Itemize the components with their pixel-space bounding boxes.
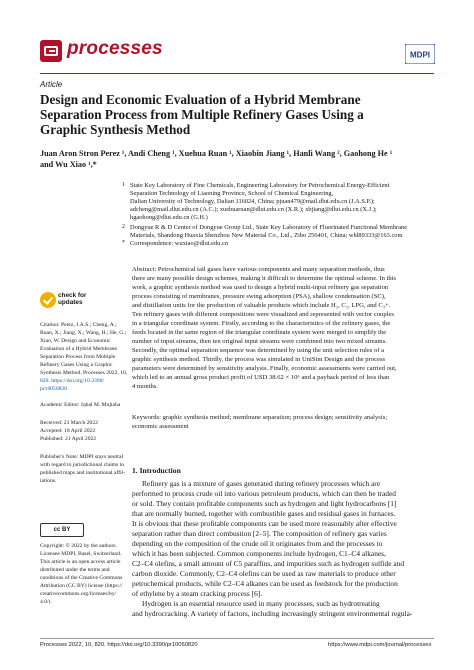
license-line[interactable]: creativecommons.org/licenses/by/ [40,591,117,597]
body-line: and hydrocracking. A variety of factors, including increasingly stringent environmental regula- [132,609,413,618]
affiliation-line: Separation Technology of Liaoning Province, School of Chemical Engineering, [130,190,334,197]
citation-line: Separation Process from Multiple [40,354,116,360]
published-date: Published: 21 April 2022 [40,436,97,442]
check-for-updates-icon[interactable] [40,292,56,308]
body-line: or sold. They contain profitable components such as hydrogen and light hydrocarbons [1] [132,499,397,508]
abstract-line: work, a graphic synthesis method was used to design a hybrid multi-input refinery gas separation [132,284,389,291]
publisher-note-line: with regard to jurisdictional claims in [40,462,125,468]
body-line: C2–C4 olefins, a small amount of C5 paraffins, and impurities such as hydrogen sulfide and [132,559,405,568]
license-line: This article is an open access article [40,559,121,565]
abstract-line: in a triangular coordinate system. Firstly, according to the characteristics of the refinery gases, the [132,320,391,327]
abstract-line: Secondly, the optimal separation sequence was determined by using the unit selection rules of a [132,347,385,354]
abstract-line: number of input streams, then ten original input streams were combined into two mixed streams. [132,338,387,345]
abstract-line: Abstract: Petrochemical tail gases have various components and many separation methods, thus [132,266,385,273]
header-divider [40,73,434,74]
body-line: Hydrogen is an essential resource used in many processes, such as hydrotreating [142,599,380,608]
publisher-note-line: published maps and institutional affil- [40,470,126,476]
body-line: petrochemical products, while C2–C4 alkanes can be used as feedstock for the production [132,579,398,588]
affiliation-line[interactable]: Materials, Shandong Huaxia Shenzhou New Material Co., Ltd., Zibo 256401, China; whl89333@163.com [130,232,403,239]
license-line: conditions of the Creative Commons [40,575,123,581]
citation-line: Citation: Perez, J.A.S.; Cheng, A.; [40,322,117,328]
citation-line: Refinery Gases Using a Graphic [40,362,113,368]
license-line[interactable]: Attribution (CC BY) license (https:// [40,583,123,589]
accepted-date: Accepted: 18 April 2022 [40,428,96,434]
mdpi-logo-icon[interactable] [405,44,435,64]
body-line: Refinery gas is a mixture of gases generated during refinery processes which are [142,479,381,488]
section-heading: 1. Introduction [132,466,181,475]
cc-license-badge[interactable]: cc BY [40,523,84,537]
keywords-line: Keywords: graphic synthesis method; membrane separation; process design; sensitivity analysis; [132,414,388,421]
abstract-line: feeds located in the same region of the triangular coordinate system were merged to simplify the [132,329,387,336]
body-line: carbon dioxide. Commonly, C2–C4 olefins can be used as raw materials to produce other [132,569,396,578]
citation-doi-link[interactable]: pr10050820 [40,386,68,392]
citation-line: Xiao, W. Design and Economic [40,338,111,344]
article-type: Article [40,80,63,89]
keywords-line: economic assessment [132,423,189,430]
affiliation-number: 2 [122,224,125,230]
author-line: Juan Aron Stron Perez ¹, Andi Cheng ¹, Xuehua Ruan ¹, Xiaobin Jiang ¹, Hanli Wang ², Gaohong He ¹ [40,149,393,158]
citation-line: Evaluation of a Hybrid Membrane [40,346,118,352]
publisher-note-line: Publisher's Note: MDPI stays neutral [40,454,124,460]
publisher-note-line: iations. [40,478,57,484]
license-line: distributed under the terms and [40,567,110,573]
body-line: that are normally burned, together with combustible gases and residual gases in furnaces. [132,509,396,518]
affiliation-number: 1 [122,182,125,188]
title-line: Separation Process from Multiple Refinery Gases Using a [40,107,364,122]
body-line: depending on the composition of the crude oil it originates from and the processes to [132,539,383,548]
author-line: and Wu Xiao ¹,* [40,160,97,169]
abstract-line: Ten refinery gases with different compositions were visualized and represented with vector couples [132,311,394,318]
journal-logo-icon [40,40,62,62]
abstract-line: 4 months. [132,383,159,390]
citation-line: Synthesis Method. Processes 2022, 10, [40,370,128,376]
title-line: Graphic Synthesis Method [40,122,191,137]
body-line: performed to process crude oil into various petroleum products, which can then be traded [132,489,396,498]
correspondence-line[interactable]: Correspondence: wuxiao@dlut.edu.cn [130,240,228,247]
correspondence-mark: * [122,240,125,246]
abstract-line: graphic synthesis method. Thirdly, the process was simulated in UniSim Design and the process [132,356,386,363]
footer-citation-link[interactable]: Processes 2022, 10, 820. https://doi.org/10.3390/pr10050820 [40,642,198,648]
body-line: which it has been subjected. Common components include hydrogen, C1–C4 alkanes, [132,549,386,558]
abstract-line: which led to an annual gross product profit of USD 38.62 × 10⁶ and a payback period of less than [132,374,390,381]
journal-name[interactable]: processes [67,38,163,59]
abstract-line: parameters were determined by sensitivity analysis. Finally, economic assessments were carried out, [132,365,397,372]
affiliation-line[interactable]: hgaohong@dlut.edu.cn (G.H.) [130,214,208,221]
footer-journal-link[interactable]: https://www.mdpi.com/journal/processes [328,642,432,648]
check-label-2: updates [58,299,83,306]
title-line: Design and Economic Evaluation of a Hybrid Membrane [40,92,361,107]
abstract-line: process consisting of membranes, pressure swing adsorption (PSA), shallow condensation (SC), [132,293,386,300]
license-line: Copyright: © 2022 by the authors. [40,543,117,549]
citation-doi-link[interactable]: 820. https://doi.org/10.3390/ [40,378,104,384]
body-line: of ethylene by a steam cracking process [6]. [132,589,263,598]
affiliation-line: Dongyue R & D Center of Dongyue Group Ltd., State Key Laboratory of Fluorinated Functional Membrane [130,224,408,231]
license-line[interactable]: 4.0/). [40,599,52,605]
abstract-line: and distillation units for the production of valuable products which include H₂, C₂, LPG, and C₃+. [132,302,391,309]
academic-editor: Academic Editor: Iqbal M. Mujtaba [40,402,121,408]
received-date: Received: 23 March 2022 [40,420,98,426]
affiliation-line[interactable]: Dalian University of Technology, Dalian 116024, China; pjuan479@mail.dlut.edu.cn (J.A.S.P.); [130,198,375,205]
body-line: It is obvious that these profitable components can be used more reasonably after effective [132,519,397,528]
affiliation-line: State Key Laboratory of Fine Chemicals, Engineering Laboratory for Petrochemical Energy-Efficient [130,182,390,189]
body-line: separation rather than direct combustion [2–5]. The composition of refinery gas varies [132,529,387,538]
footer-divider [40,638,434,639]
mdpi-logo-text: MDPI [410,50,430,60]
abstract-line: there are many possible design schemes, making it difficult to determine the optimal scheme. In this [132,275,397,282]
check-label-1: check for [58,292,87,299]
citation-line: Ruan, X.; Jiang, X.; Wang, H.; He, G.; [40,330,127,336]
affiliation-line[interactable]: adcheng@mail.dlut.edu.cn (A.C.); xuehuaruan@dlut.edu.cn (X.R.); xbjiang@dlut.edu.cn (X.J.); [130,206,377,213]
check-for-updates-button[interactable] [58,292,86,306]
license-line: Licensee MDPI, Basel, Switzerland. [40,551,122,557]
